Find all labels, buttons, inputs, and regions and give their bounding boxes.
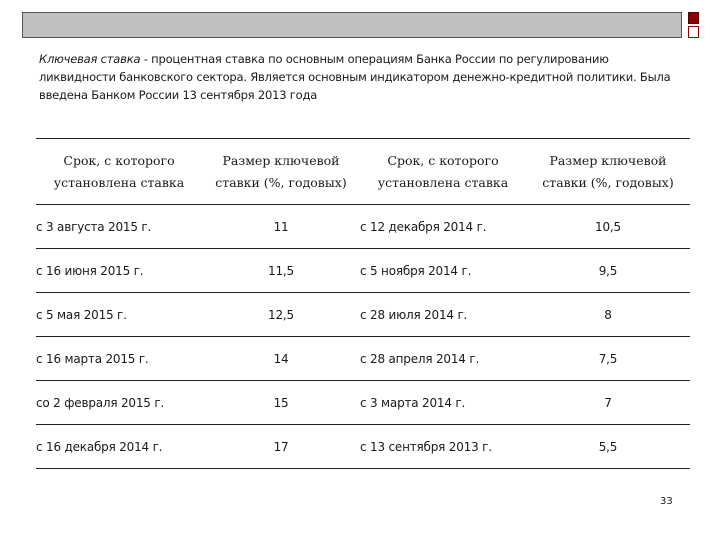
cell-date: с 28 июля 2014 г. [360, 293, 526, 337]
cell-date: с 5 ноября 2014 г. [360, 249, 526, 293]
cell-rate: 11,5 [202, 249, 360, 293]
page-number: 33 [660, 496, 673, 507]
cell-rate: 15 [202, 381, 360, 425]
table-row [36, 293, 690, 337]
accent-square-outline [688, 26, 699, 38]
key-rate-term: Ключевая ставка [39, 52, 141, 66]
cell-rate: 8 [526, 293, 690, 337]
cell-rate: 5,5 [526, 425, 690, 469]
cell-date: с 16 декабря 2014 г. [36, 425, 202, 469]
cell-date: со 2 февраля 2015 г. [36, 381, 202, 425]
definition-paragraph [39, 50, 689, 104]
table-header-row [36, 139, 690, 205]
cell-rate: 9,5 [526, 249, 690, 293]
cell-rate: 14 [202, 337, 360, 381]
definition-text: - процентная ставка по основным операциям Банка России по регулированию ликвидности банковского сектора. Является основным индикатором денежно-кредитной политики. Была введена Банком России 13 сентября 2013 года [39, 52, 671, 102]
accent-square-filled [688, 12, 699, 24]
cell-date: с 28 апреля 2014 г. [360, 337, 526, 381]
table-row [36, 205, 690, 249]
cell-date: с 3 августа 2015 г. [36, 205, 202, 249]
header-bar [22, 12, 682, 38]
table-row [36, 249, 690, 293]
table-row [36, 337, 690, 381]
cell-rate: 7 [526, 381, 690, 425]
header-date-col-2: Срок, с которого установлена ставка [360, 139, 526, 205]
header-rate-col-2: Размер ключевой ставки (%, годовых) [526, 139, 690, 205]
cell-date: с 5 мая 2015 г. [36, 293, 202, 337]
cell-rate: 7,5 [526, 337, 690, 381]
key-rate-table [36, 138, 690, 469]
table-row [36, 381, 690, 425]
header-date-col-1: Срок, с которого установлена ставка [36, 139, 202, 205]
cell-date: с 3 марта 2014 г. [360, 381, 526, 425]
cell-date: с 16 марта 2015 г. [36, 337, 202, 381]
cell-date: с 12 декабря 2014 г. [360, 205, 526, 249]
table-row [36, 425, 690, 469]
header-rate-col-1: Размер ключевой ставки (%, годовых) [202, 139, 360, 205]
cell-date: с 13 сентября 2013 г. [360, 425, 526, 469]
cell-rate: 10,5 [526, 205, 690, 249]
cell-rate: 11 [202, 205, 360, 249]
cell-rate: 17 [202, 425, 360, 469]
cell-rate: 12,5 [202, 293, 360, 337]
cell-date: с 16 июня 2015 г. [36, 249, 202, 293]
